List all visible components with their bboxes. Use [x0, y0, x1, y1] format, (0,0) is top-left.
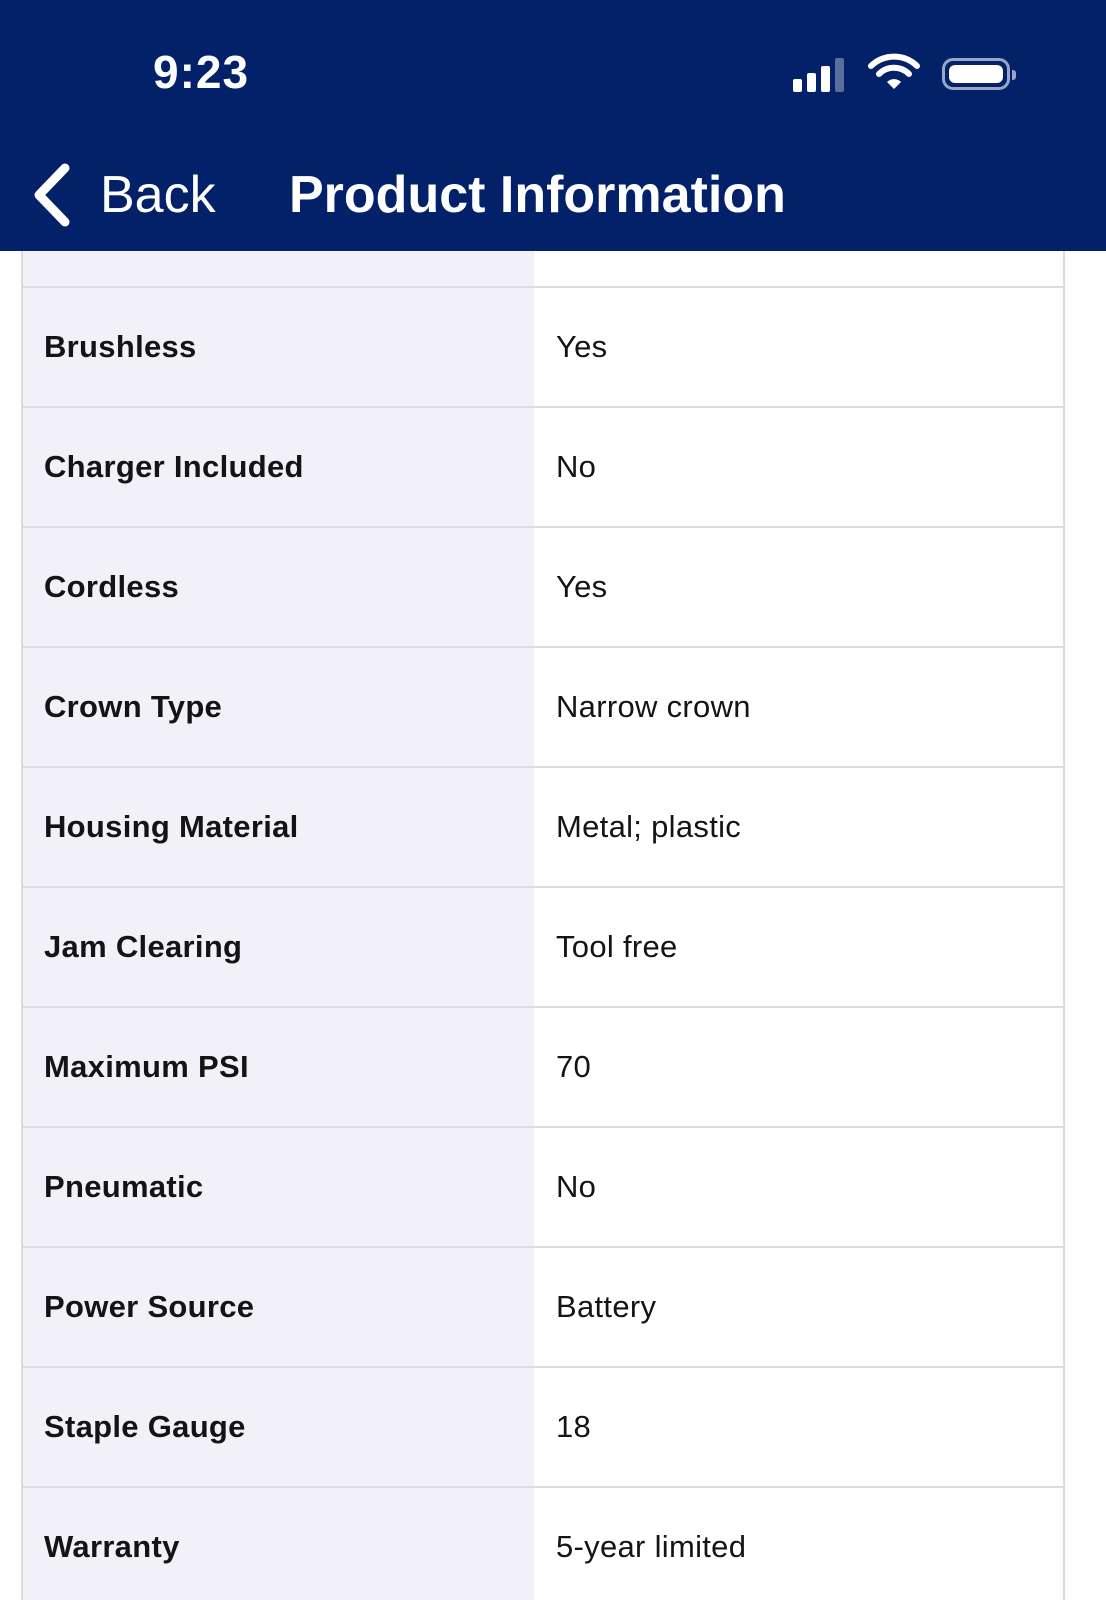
spec-value: Yes: [534, 528, 1063, 646]
spec-label: Brushless: [23, 288, 534, 406]
spec-value: Metal; plastic: [534, 768, 1063, 886]
spec-label: Housing Material: [23, 768, 534, 886]
table-row-jam-clearing: [23, 888, 1063, 1008]
table-row-maximum-psi: [23, 1008, 1063, 1128]
table-row-cordless: [23, 528, 1063, 648]
table-row-pneumatic: [23, 1128, 1063, 1248]
spec-label: Warranty: [23, 1488, 534, 1600]
spec-label: Crown Type: [23, 648, 534, 766]
specifications-table: [21, 251, 1065, 1600]
table-row-brushless: [23, 288, 1063, 408]
cellular-signal-icon: [793, 56, 844, 92]
battery-icon: [942, 58, 1010, 90]
page-title: Product Information: [289, 166, 786, 224]
table-row-warranty: [23, 1488, 1063, 1600]
spec-label: Power Source: [23, 1248, 534, 1366]
spec-value: Narrow crown: [534, 648, 1063, 766]
back-button[interactable]: [30, 160, 216, 230]
spec-label: Pneumatic: [23, 1128, 534, 1246]
spec-value: 70: [534, 1008, 1063, 1126]
spec-label: Charger Included: [23, 408, 534, 526]
spec-value: No: [534, 1128, 1063, 1246]
spec-value: No: [534, 408, 1063, 526]
spec-value: 5-year limited: [534, 1488, 1063, 1600]
table-row-crown-type: [23, 648, 1063, 768]
navigation-header: [0, 0, 1106, 251]
spec-value: Battery: [534, 1248, 1063, 1366]
spec-label: Jam Clearing: [23, 888, 534, 1006]
table-row-power-source: [23, 1248, 1063, 1368]
spec-label: Staple Gauge: [23, 1368, 534, 1486]
table-row-housing-material: [23, 768, 1063, 888]
spec-value: Yes: [534, 288, 1063, 406]
spec-value: Tool free: [534, 888, 1063, 1006]
table-row-staple-gauge: [23, 1368, 1063, 1488]
chevron-left-icon: [30, 162, 72, 228]
wifi-icon: [868, 53, 920, 96]
spec-label: Cordless: [23, 528, 534, 646]
back-button-label: Back: [100, 166, 216, 224]
spec-label: Maximum PSI: [23, 1008, 534, 1126]
status-bar-icons: [793, 52, 1010, 96]
table-row: [23, 251, 1063, 288]
table-row-charger-included: [23, 408, 1063, 528]
status-bar-time: 9:23: [153, 46, 250, 98]
spec-value: 18: [534, 1368, 1063, 1486]
